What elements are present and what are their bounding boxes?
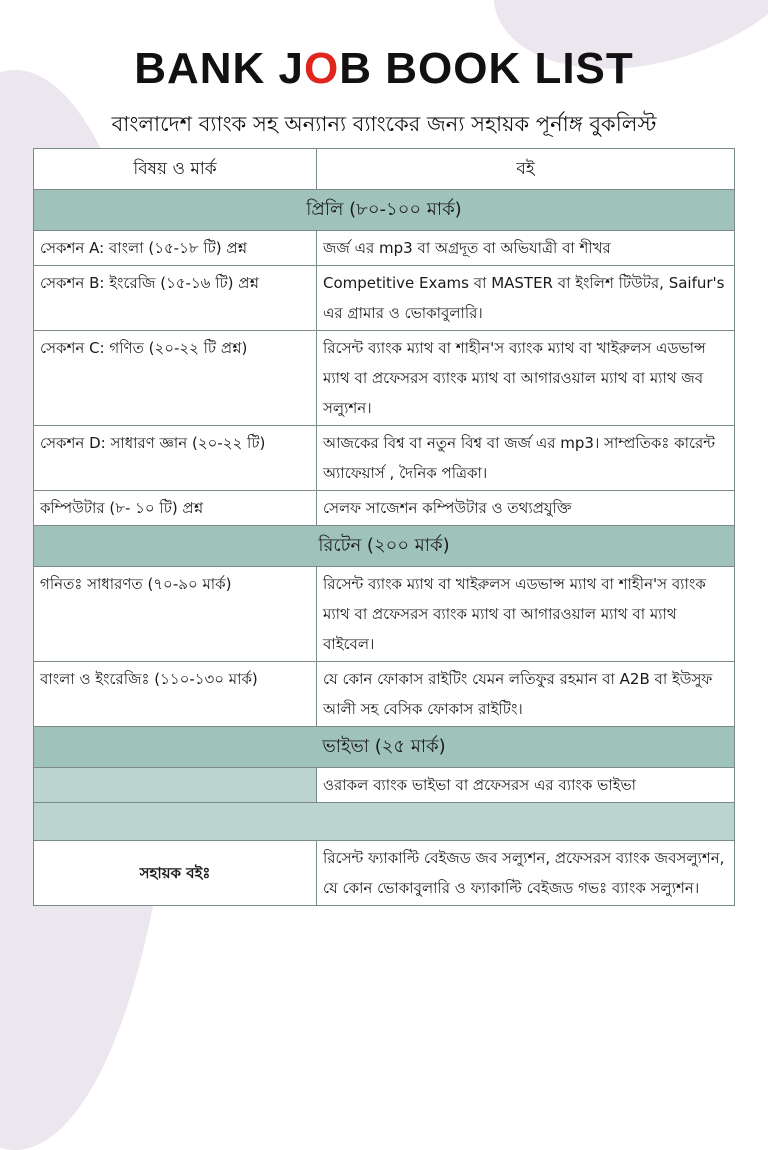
books-cell: ওরাকল ব্যাংক ভাইভা বা প্রফেসরস এর ব্যাংক ভাইভা: [317, 768, 735, 803]
books-cell: Competitive Exams বা MASTER বা ইংলিশ টিউটর, Saifur's এর গ্রামার ও ভোকাবুলারি।: [317, 266, 735, 331]
poster-title: [0, 44, 768, 94]
subject-cell: কম্পিউটার (৮- ১০ টি) প্রশ্ন: [34, 491, 317, 526]
section-header-viva: [34, 727, 735, 768]
books-cell: জর্জ এর mp3 বা অগ্রদূত বা অভিযাত্রী বা শীখর: [317, 231, 735, 266]
book-list-table: [33, 148, 735, 906]
subject-cell: গনিতঃ সাধারণত (৭০-৯০ মার্ক): [34, 567, 317, 662]
blank-cell: [34, 803, 735, 841]
table-row: [34, 331, 735, 426]
title-part-1: BANK J: [134, 44, 304, 93]
table-row: [34, 768, 735, 803]
blank-separator-row: [34, 803, 735, 841]
section-title: রিটেন (২০০ মার্ক): [34, 526, 735, 567]
column-header-books: বই: [317, 149, 735, 190]
poster-subtitle: বাংলাদেশ ব্যাংক সহ অন্যান্য ব্যাংকের জন্য সহায়ক পূর্নাঙ্গ বুকলিস্ট: [111, 112, 657, 136]
helper-books-row: [34, 841, 735, 906]
table-row: [34, 567, 735, 662]
subject-cell: বাংলা ও ইংরেজিঃ (১১০-১৩০ মার্ক): [34, 662, 317, 727]
column-header-subject: বিষয় ও মার্ক: [34, 149, 317, 190]
books-cell: রিসেন্ট ব্যাংক ম্যাথ বা খাইরুলস এডভান্স ম্যাথ বা শাহীন'স ব্যাংক ম্যাথ বা প্রফেসরস ব্যাংক ম্যাথ বা আগারওয়াল ম্যাথ বা ম্যাথ বাইবেল।: [317, 567, 735, 662]
section-title: ভাইভা (২৫ মার্ক): [34, 727, 735, 768]
books-cell: সেলফ সাজেশন কম্পিউটার ও তথ্যপ্রযুক্তি: [317, 491, 735, 526]
table-row: [34, 266, 735, 331]
subject-cell: সেকশন C: গণিত (২০-২২ টি প্রশ্ন): [34, 331, 317, 426]
helper-label: সহায়ক বইঃ: [34, 841, 317, 906]
table-header-row: [34, 149, 735, 190]
books-cell: যে কোন ফোকাস রাইটিং যেমন লতিফুর রহমান বা A2B বা ইউসুফ আলী সহ বেসিক ফোকাস রাইটিং।: [317, 662, 735, 727]
subject-cell: সেকশন D: সাধারণ জ্ঞান (২০-২২ টি): [34, 426, 317, 491]
table-row: [34, 426, 735, 491]
helper-books-cell: রিসেন্ট ফ্যাকাল্টি বেইজড জব সল্যুশন, প্রফেসরস ব্যাংক জবসল্যুশন, যে কোন ভোকাবুলারি ও ফ্যাকাল্টি বেইজড গভঃ ব্যাংক সল্যুশন।: [317, 841, 735, 906]
books-cell: রিসেন্ট ব্যাংক ম্যাথ বা শাহীন'স ব্যাংক ম্যাথ বা খাইরুলস এডভান্স ম্যাথ বা প্রফেসরস ব্যাংক ম্যাথ বা আগারওয়াল ম্যাথ বা ম্যাথ জব সল্যুশন।: [317, 331, 735, 426]
table-row: [34, 231, 735, 266]
section-title: প্রিলি (৮০-১০০ মার্ক): [34, 190, 735, 231]
title-accent-letter: O: [304, 44, 340, 93]
title-part-2: B BOOK LIST: [339, 44, 634, 93]
subject-cell: [34, 768, 317, 803]
subject-cell: সেকশন B: ইংরেজি (১৫-১৬ টি) প্রশ্ন: [34, 266, 317, 331]
books-cell: আজকের বিশ্ব বা নতুন বিশ্ব বা জর্জ এর mp3। সাম্প্রতিকঃ কারেন্ট অ্যাফেয়ার্স , দৈনিক পত্রিকা।: [317, 426, 735, 491]
section-header-prelim: [34, 190, 735, 231]
section-header-written: [34, 526, 735, 567]
table-row: [34, 662, 735, 727]
subject-cell: সেকশন A: বাংলা (১৫-১৮ টি) প্রশ্ন: [34, 231, 317, 266]
table-row: [34, 491, 735, 526]
